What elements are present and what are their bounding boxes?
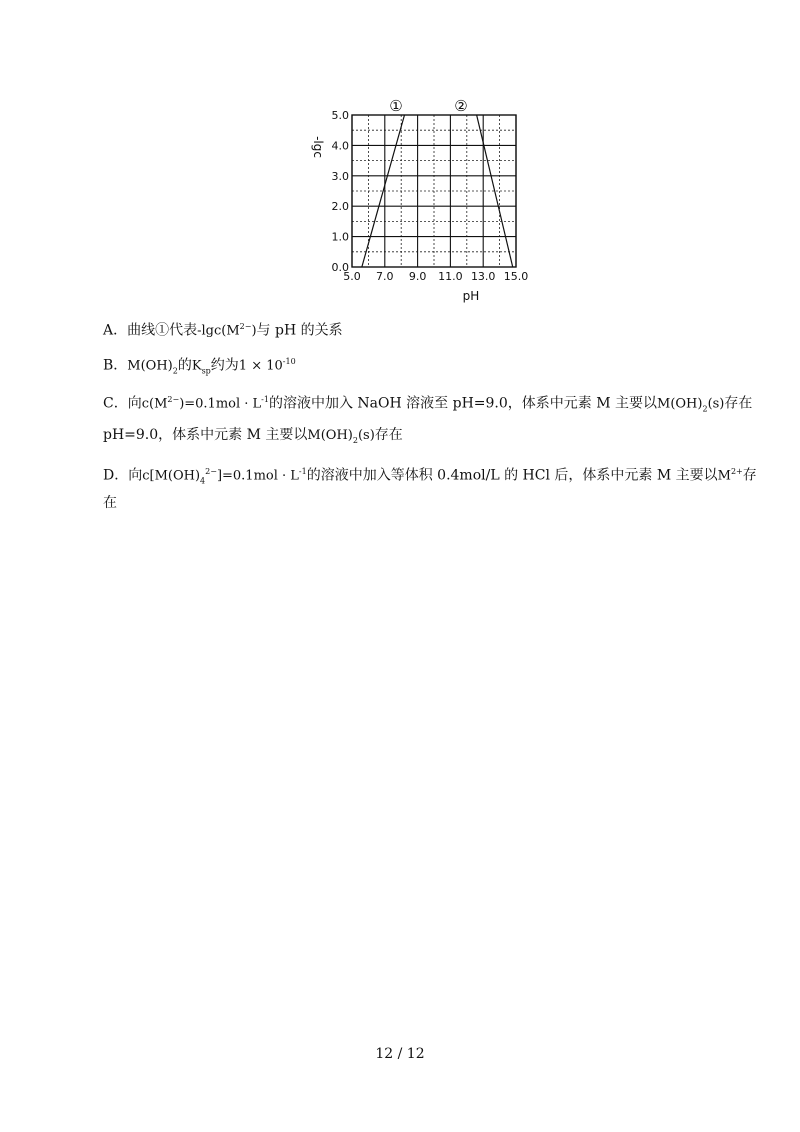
option-b-formula: M(OH) [127, 358, 173, 374]
option-d-tail: 存 [742, 467, 757, 484]
option-d-suffix: 的溶液中加入等体积 0.4mol/L 的 HCl 后，体系中元素 M 主要以 [306, 467, 718, 484]
y-tick-labels [332, 109, 350, 274]
option-d-line-1 [103, 461, 757, 492]
option-d2-text: 在 [103, 495, 117, 511]
option-d-ion-charge: 2+ [730, 467, 743, 476]
option-b-k: K [191, 358, 202, 374]
option-c-prefix: C．向 [103, 395, 142, 412]
x-tick-label: 13.0 [470, 270, 496, 283]
option-a-prefix: A．曲线①代表 [103, 322, 198, 339]
y-tick-label: 3.0 [331, 169, 349, 183]
option-d-sub: 4 [200, 476, 206, 486]
y-tick-label: 2.0 [331, 200, 349, 214]
option-a-formula: -lgc(M [197, 323, 240, 339]
solubility-chart [300, 92, 540, 307]
option-c-formula: c(M [141, 396, 168, 412]
x-tick-labels [343, 270, 528, 283]
curve-label-2: ② [454, 97, 468, 115]
option-d-line-2 [103, 492, 117, 514]
page-number: 12 / 12 [375, 1046, 425, 1062]
option-d-ion: M [717, 468, 731, 484]
x-tick-label: 7.0 [376, 270, 394, 283]
option-c2-suffix: 存在 [374, 427, 403, 443]
option-b-prefix: B． [103, 357, 128, 374]
x-axis-label: pH [462, 289, 480, 303]
option-c-tail: 存在 [724, 395, 753, 412]
x-tick-label: 11.0 [438, 270, 463, 283]
option-c-suffix: 的溶液中加入 NaOH 溶液至 pH=9.0，体系中元素 M 主要以 [268, 395, 658, 412]
option-d-charge: 2− [205, 467, 217, 476]
y-tick-label: 5.0 [331, 109, 349, 122]
option-c-line-2 [103, 424, 403, 452]
y-axis-label: -lgc [311, 136, 325, 158]
grid-fine [352, 115, 516, 267]
x-tick-label: 15.0 [503, 270, 529, 283]
option-d-formula: c[M(OH) [142, 468, 201, 484]
y-tick-label: 4.0 [331, 139, 349, 153]
option-d-conc: ]=0.1mol · L [216, 468, 299, 484]
option-b [103, 351, 296, 382]
option-c-line-1 [103, 389, 752, 420]
option-b-sub: 2 [172, 366, 178, 376]
option-d-prefix: D．向 [103, 467, 143, 484]
option-d-exp: -1 [298, 467, 307, 476]
option-b-suffix: 约为 [210, 357, 239, 374]
option-c-sub-2: 2 [702, 404, 708, 414]
option-b-ksub: sp [201, 366, 211, 376]
curve-label-1: ① [389, 97, 403, 115]
option-b-mid: 的 [177, 357, 192, 374]
option-c2-formula: M(OH) [307, 428, 353, 443]
option-c-formula-2: M(OH) [657, 396, 703, 412]
x-tick-label: 9.0 [408, 270, 427, 283]
option-c-conc: )=0.1mol · L [179, 396, 262, 412]
option-c2-sub: 2 [352, 435, 358, 445]
option-a-suffix: 与 pH 的关系 [256, 322, 343, 339]
option-a [103, 316, 343, 343]
option-c-exp: -1 [261, 395, 269, 404]
option-b-value: 1 × 10 [238, 358, 283, 374]
option-b-exp: -10 [282, 357, 296, 366]
option-c-state: (s) [707, 396, 725, 412]
series-line-2 [477, 115, 513, 267]
option-c2-state: (s) [357, 428, 375, 443]
option-c2-prefix: pH=9.0，体系中元素 M 主要以 [103, 427, 308, 443]
x-tick-label: 5.0 [343, 270, 361, 283]
option-a-charge: 2− [239, 322, 252, 331]
y-tick-label: 1.0 [331, 230, 349, 244]
option-c-charge: 2− [167, 395, 180, 404]
option-a-close: ) [251, 323, 257, 339]
y-tick-label: 0.0 [331, 261, 349, 274]
